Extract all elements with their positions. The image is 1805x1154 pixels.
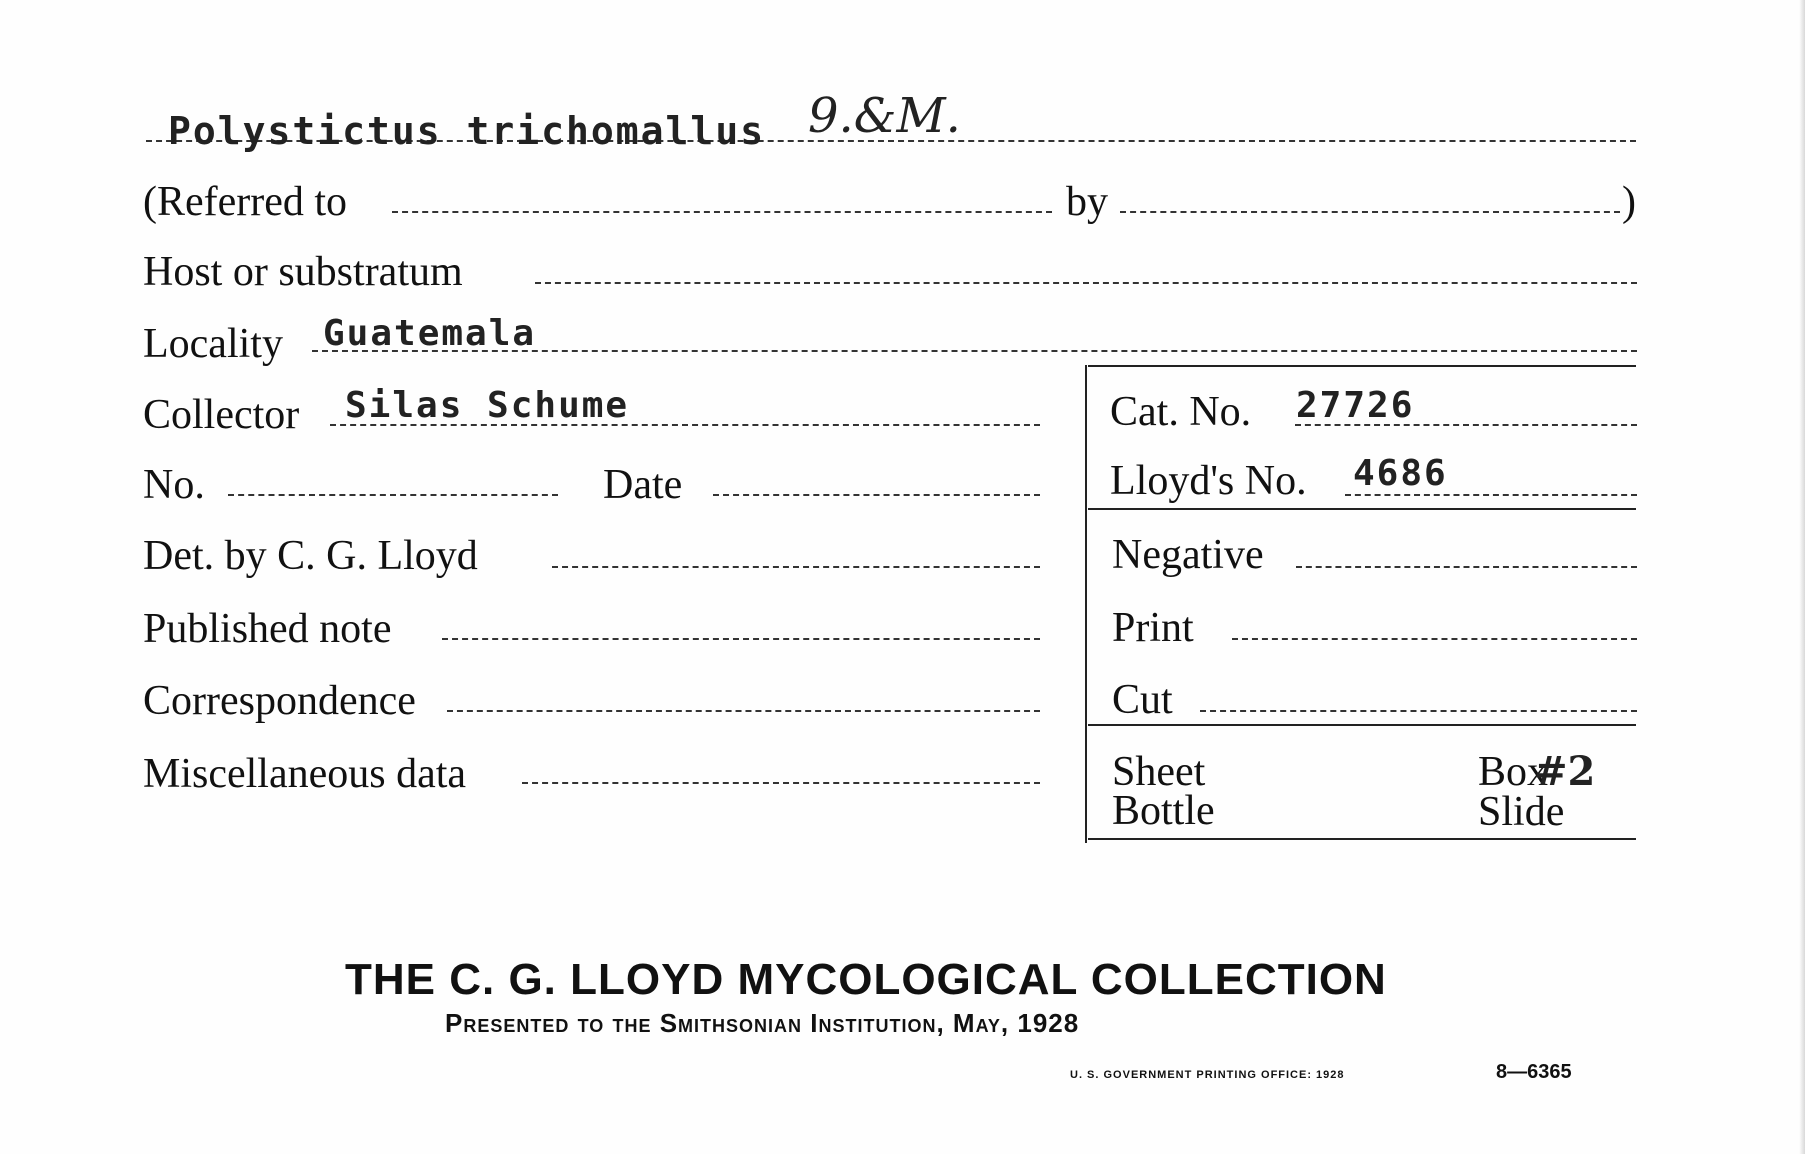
slide-label: Slide (1478, 789, 1565, 835)
locality-label: Locality (143, 321, 283, 367)
published-note-label: Published note (143, 606, 392, 652)
lloyds-no-value: 4686 (1353, 453, 1448, 494)
cat-no-label: Cat. No. (1110, 389, 1252, 435)
close-paren: ) (1622, 179, 1636, 225)
species-name: Polystictus trichomallus (168, 109, 766, 153)
date-line (713, 494, 1040, 496)
no-line (228, 494, 558, 496)
host-line (535, 282, 1637, 284)
lloyds-no-label: Lloyd's No. (1110, 458, 1307, 504)
cut-label: Cut (1112, 677, 1173, 723)
date-label: Date (603, 462, 683, 508)
handwritten-annotation: 9.&M. (808, 88, 961, 144)
box-label (1478, 748, 1596, 795)
no-label: No. (143, 462, 205, 508)
correspondence-label: Correspondence (143, 678, 416, 724)
card-edge (1799, 0, 1805, 1154)
collector-value: Silas Schume (345, 385, 630, 426)
box-label-text: Box (1478, 749, 1549, 795)
referred-line (392, 211, 1052, 213)
collection-subtitle: Presented to the Smithsonian Institution, May, 1928 (445, 1008, 1080, 1038)
det-by-label: Det. by C. G. Lloyd (143, 533, 478, 579)
host-label: Host or substratum (143, 249, 463, 295)
box-bottom-rule (1088, 838, 1636, 840)
cat-no-value: 27726 (1296, 385, 1415, 426)
published-note-line (442, 638, 1040, 640)
sheet-label: Sheet (1112, 749, 1206, 795)
referred-label: (Referred to (143, 179, 348, 225)
correspondence-line (447, 710, 1040, 712)
box-rule-after-cut (1088, 724, 1636, 726)
misc-data-label: Miscellaneous data (143, 751, 467, 797)
det-by-line (552, 566, 1040, 568)
form-number: 8—6365 (1496, 1061, 1572, 1083)
box-top-rule (1088, 365, 1636, 367)
collector-label: Collector (143, 392, 300, 438)
collection-title: THE C. G. LLOYD MYCOLOGICAL COLLECTION (345, 955, 1387, 1004)
negative-line (1296, 566, 1637, 568)
box-left-rule (1085, 365, 1087, 843)
lloyds-no-line (1345, 494, 1637, 496)
negative-label: Negative (1112, 532, 1264, 578)
print-label: Print (1112, 605, 1194, 651)
printing-office-note: U. S. GOVERNMENT PRINTING OFFICE: 1928 (1070, 1069, 1345, 1081)
print-line (1232, 638, 1637, 640)
bottle-label: Bottle (1112, 788, 1215, 834)
by-line (1120, 211, 1620, 213)
locality-value: Guatemala (323, 313, 537, 354)
box-value: #2 (1534, 748, 1596, 795)
misc-data-line (522, 782, 1040, 784)
cut-line (1200, 710, 1637, 712)
box-rule-after-lloyd (1088, 508, 1636, 510)
by-label: by (1066, 179, 1108, 225)
